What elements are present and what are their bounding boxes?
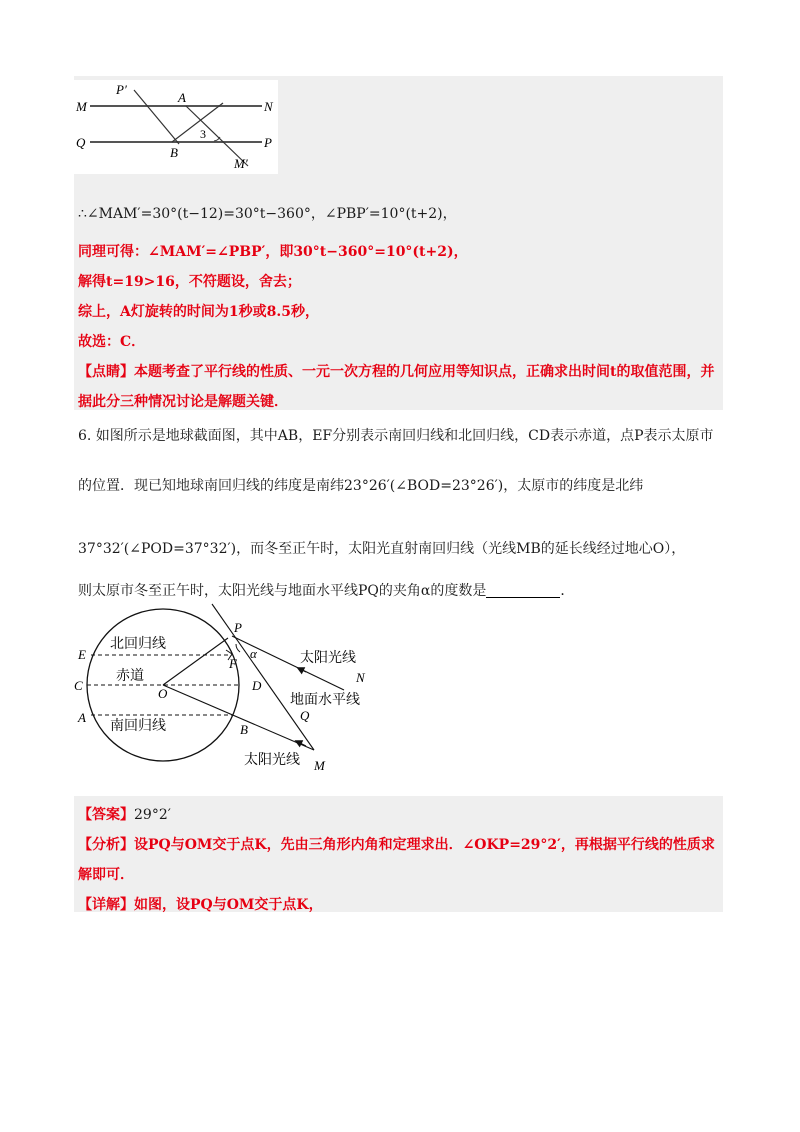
comment-line-2: 据此分三种情况讨论是解题关键． <box>78 394 288 410</box>
analysis-line-1: 【分析】设PQ与OM交于点K，先由三角形内角和定理求出．∠OKP=29°2′，再根据平行线的性质求 <box>78 837 715 853</box>
solution-line-5: 故选：C． <box>78 334 146 350</box>
detail-line: 【详解】如图，设PQ与OM交于点K， <box>78 897 323 913</box>
fig2-label-D: D <box>252 678 262 693</box>
fig1-label-N: N <box>264 99 273 114</box>
fig2-label-E: E <box>78 647 86 662</box>
earth-cross-section-figure <box>74 600 384 780</box>
question6-line-3: 37°32′(∠POD=37°32′)，而冬至正午时，太阳光直射南回归线（光线MB的延长线经过地心O）， <box>78 541 686 557</box>
fig1-label-Q: Q <box>76 135 86 150</box>
fig2-label-sunlight-2: 太阳光线 <box>244 753 300 768</box>
solution-line-1: ∴∠MAM′=30°(t−12)=30°t−360°，∠PBP′=10°(t+2)， <box>78 206 457 222</box>
analysis-line-2: 解即可． <box>78 867 134 883</box>
parallel-lines-figure <box>74 80 278 174</box>
solution-line-2: 同理可得：∠MAM′=∠PBP′，即30°t−360°=10°(t+2)， <box>78 244 468 260</box>
fig2-label-B: B <box>240 722 248 737</box>
question6-line-4-end: ． <box>560 583 575 599</box>
fig2-label-Q: Q <box>300 708 310 723</box>
fig2-label-south-tropic: 南回归线 <box>110 719 166 734</box>
fig1-label-B: B <box>170 145 178 160</box>
fig2-label-F: F <box>229 656 237 671</box>
question6-line-4-text: 则太原市冬至正午时，太阳光线与地面水平线PQ的夹角α的度数是 <box>78 583 487 599</box>
solution-line-3: 解得t=19>16，不符题设，舍去； <box>78 274 301 290</box>
answer-tag: 【答案】 <box>78 807 134 823</box>
fig2-label-O: O <box>158 686 168 701</box>
fig1-label-P-prime: P′ <box>116 82 127 97</box>
fig1-angle-label: 3 <box>200 127 206 141</box>
question6-line-1: 6. 如图所示是地球截面图，其中AB，EF分别表示南回归线和北回归线，CD表示赤道，点P表示太原市 <box>78 428 714 444</box>
fig1-label-A: A <box>178 90 186 105</box>
fig2-label-equator: 赤道 <box>116 669 144 684</box>
fig2-label-alpha: α <box>250 646 257 661</box>
fig1-label-P: P <box>264 135 272 150</box>
answer-value: 29°2′ <box>134 807 171 823</box>
comment-line-1: 【点睛】本题考查了平行线的性质、一元一次方程的几何应用等知识点，正确求出时间t的取值范围，并 <box>78 364 715 380</box>
fig2-label-A: A <box>78 710 86 725</box>
fig2-label-N: N <box>356 670 365 685</box>
question6-line-4 <box>78 580 574 600</box>
fig2-label-sunlight-1: 太阳光线 <box>300 651 356 666</box>
fig2-label-C: C <box>74 678 83 693</box>
fig1-label-M: M <box>76 99 87 114</box>
question6-line-2: 的位置．现已知地球南回归线的纬度是南纬23°26′(∠BOD=23°26′)，太原市的纬度是北纬 <box>78 478 644 494</box>
fig1-label-M-prime: M′ <box>234 156 248 171</box>
fig2-label-M: M <box>314 758 325 773</box>
fig2-label-P: P <box>234 620 242 635</box>
fig2-label-horizon: 地面水平线 <box>290 693 360 708</box>
answer-line <box>78 804 171 824</box>
solution-line-4: 综上，A灯旋转的时间为1秒或8.5秒， <box>78 304 319 320</box>
answer-blank <box>486 583 560 598</box>
fig2-label-north-tropic: 北回归线 <box>110 637 166 652</box>
